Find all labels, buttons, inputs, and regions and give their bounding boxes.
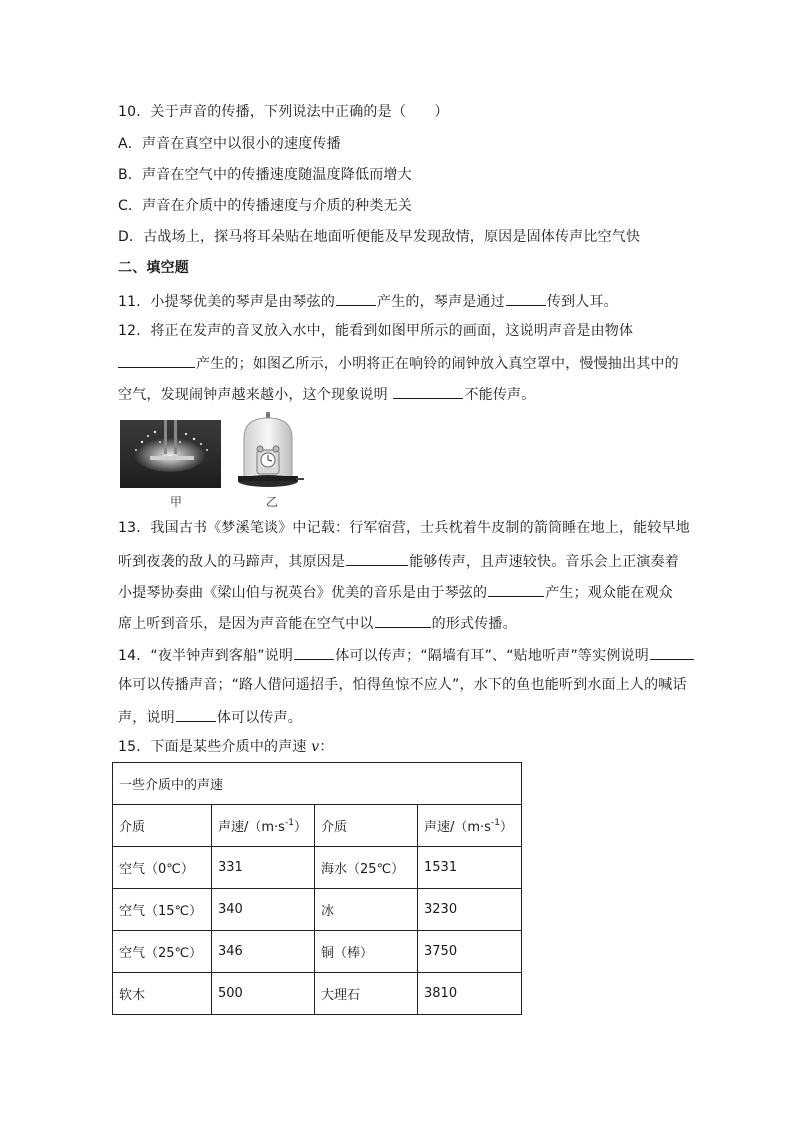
q15-stem-text: 15．下面是某些介质中的声速 xyxy=(118,739,312,755)
table-row xyxy=(113,931,522,973)
table-cell: 空气（25℃） xyxy=(113,931,212,973)
header-speed-exp: -1 xyxy=(490,818,500,828)
q13-line-3 xyxy=(118,581,673,603)
q13-text-3b: 产生；观众能在观众 xyxy=(545,585,674,601)
figure-label-a: 甲 xyxy=(170,495,183,509)
q10-option-d: D．古战场上，探马将耳朵贴在地面听便能及早发现敌情，原因是固体传声比空气快 xyxy=(118,229,641,245)
q13-text-4a: 席上听到音乐，是因为声音能在空气中以 xyxy=(118,616,374,632)
table-cell: 3810 xyxy=(418,973,522,1015)
header-speed xyxy=(418,805,522,847)
q12-line-1: 12．将正在发声的音叉放入水中，能看到如图甲所示的画面，这说明声音是由物体 xyxy=(118,323,634,339)
table-cell: 500 xyxy=(212,973,315,1015)
table-cell: 铜（棒） xyxy=(315,931,418,973)
q13-text-4b: 的形式传播。 xyxy=(431,616,517,632)
q11-line xyxy=(118,290,618,312)
table-cell: 1531 xyxy=(418,847,522,889)
section-title: 二、填空题 xyxy=(118,260,189,276)
table-cell: 大理石 xyxy=(315,973,418,1015)
header-speed-close: ） xyxy=(499,820,513,835)
table-caption-row xyxy=(113,763,522,805)
q10-option-b: B．声音在空气中的传播速度随温度降低而增大 xyxy=(118,167,412,183)
q11-text-1: 11．小提琴优美的琴声是由琴弦的 xyxy=(118,294,336,310)
answer-blank xyxy=(176,706,216,722)
table-header-row xyxy=(113,805,522,847)
q15-stem-var: v xyxy=(311,739,320,755)
header-speed xyxy=(212,805,315,847)
answer-blank xyxy=(346,550,408,566)
q12-text-2: 产生的；如图乙所示，小明将正在响铃的闹钟放入真空罩中，慢慢抽出其中的 xyxy=(196,356,679,372)
q13-line-2 xyxy=(118,550,679,572)
q14-line-1 xyxy=(118,644,695,666)
tuning-fork-in-water-image xyxy=(120,420,221,488)
q10-stem: 10．关于声音的传播，下列说法中正确的是（ ） xyxy=(118,104,449,120)
header-speed-close: ） xyxy=(293,820,307,835)
q11-text-2: 产生的，琴声是通过 xyxy=(377,294,505,310)
answer-blank xyxy=(336,290,376,306)
answer-blank xyxy=(294,644,334,660)
q14-line-2: 体可以传播声音；“路人借问遥招手，怕得鱼惊不应人”，水下的鱼也能听到水面上人的喊话 xyxy=(118,677,687,693)
header-speed-text: 声速/（m·s xyxy=(424,820,491,835)
q15-stem-colon: ： xyxy=(319,739,334,755)
table-cell: 340 xyxy=(212,889,315,931)
q13-line-1: 13．我国古书《梦溪笔谈》中记载：行军宿营，士兵枕着牛皮制的箭筒睡在地上，能较早地 xyxy=(118,520,691,536)
q14-text-3b: 体可以传声。 xyxy=(216,710,303,726)
q14-line-3 xyxy=(118,706,302,728)
q15-stem xyxy=(118,737,334,757)
q12-figures xyxy=(120,412,320,512)
answer-blank xyxy=(118,352,195,368)
table-cell: 空气（0℃） xyxy=(113,847,212,889)
answer-blank xyxy=(506,290,546,306)
q13-text-3a: 小提琴协奏曲《梁山伯与祝英台》优美的音乐是由于琴弦的 xyxy=(118,585,488,601)
table-cell: 3230 xyxy=(418,889,522,931)
table-cell: 346 xyxy=(212,931,315,973)
table-row xyxy=(113,847,522,889)
answer-blank xyxy=(393,383,463,399)
q13-text-2a: 听到夜袭的敌人的马蹄声，其原因是 xyxy=(118,554,346,570)
table-cell: 海水（25℃） xyxy=(315,847,418,889)
q13-text-2b: 能够传声，且声速较快。音乐会上正演奏着 xyxy=(409,554,680,570)
q10-option-a: A．声音在真空中以很小的速度传播 xyxy=(118,136,341,152)
header-speed-exp: -1 xyxy=(284,818,294,828)
answer-blank xyxy=(375,612,431,628)
table-caption: 一些介质中的声速 xyxy=(113,763,522,805)
bell-jar-alarm-clock-image xyxy=(238,412,304,487)
q14-text-1b: 体可以传声；“隔墙有耳”、“贴地听声”等实例说明 xyxy=(335,648,649,664)
table-cell: 空气（15℃） xyxy=(113,889,212,931)
q11-text-3: 传到人耳。 xyxy=(546,294,618,310)
table-cell: 软木 xyxy=(113,973,212,1015)
table-cell: 331 xyxy=(212,847,315,889)
q13-line-4 xyxy=(118,612,517,634)
table-cell: 3750 xyxy=(418,931,522,973)
q14-text-3a: 声，说明 xyxy=(118,710,175,726)
header-speed-text: 声速/（m·s xyxy=(218,820,285,835)
table-cell: 冰 xyxy=(315,889,418,931)
sound-speed-table xyxy=(112,762,522,1015)
header-medium: 介质 xyxy=(113,805,212,847)
q12-text-3b: 不能传声。 xyxy=(464,387,536,403)
table-row xyxy=(113,889,522,931)
q12-text-3a: 空气，发现闹钟声越来越小，这个现象说明 xyxy=(118,387,393,403)
answer-blank xyxy=(488,581,544,597)
header-medium: 介质 xyxy=(315,805,418,847)
table-row xyxy=(113,973,522,1015)
q10-option-c: C．声音在介质中的传播速度与介质的种类无关 xyxy=(118,198,412,214)
q12-line-2 xyxy=(118,352,679,374)
q12-line-3 xyxy=(118,383,535,405)
q14-text-1a: 14．“夜半钟声到客船”说明 xyxy=(118,648,294,664)
answer-blank xyxy=(650,644,694,660)
figure-label-b: 乙 xyxy=(266,495,279,509)
q12-figure-images xyxy=(120,412,320,490)
